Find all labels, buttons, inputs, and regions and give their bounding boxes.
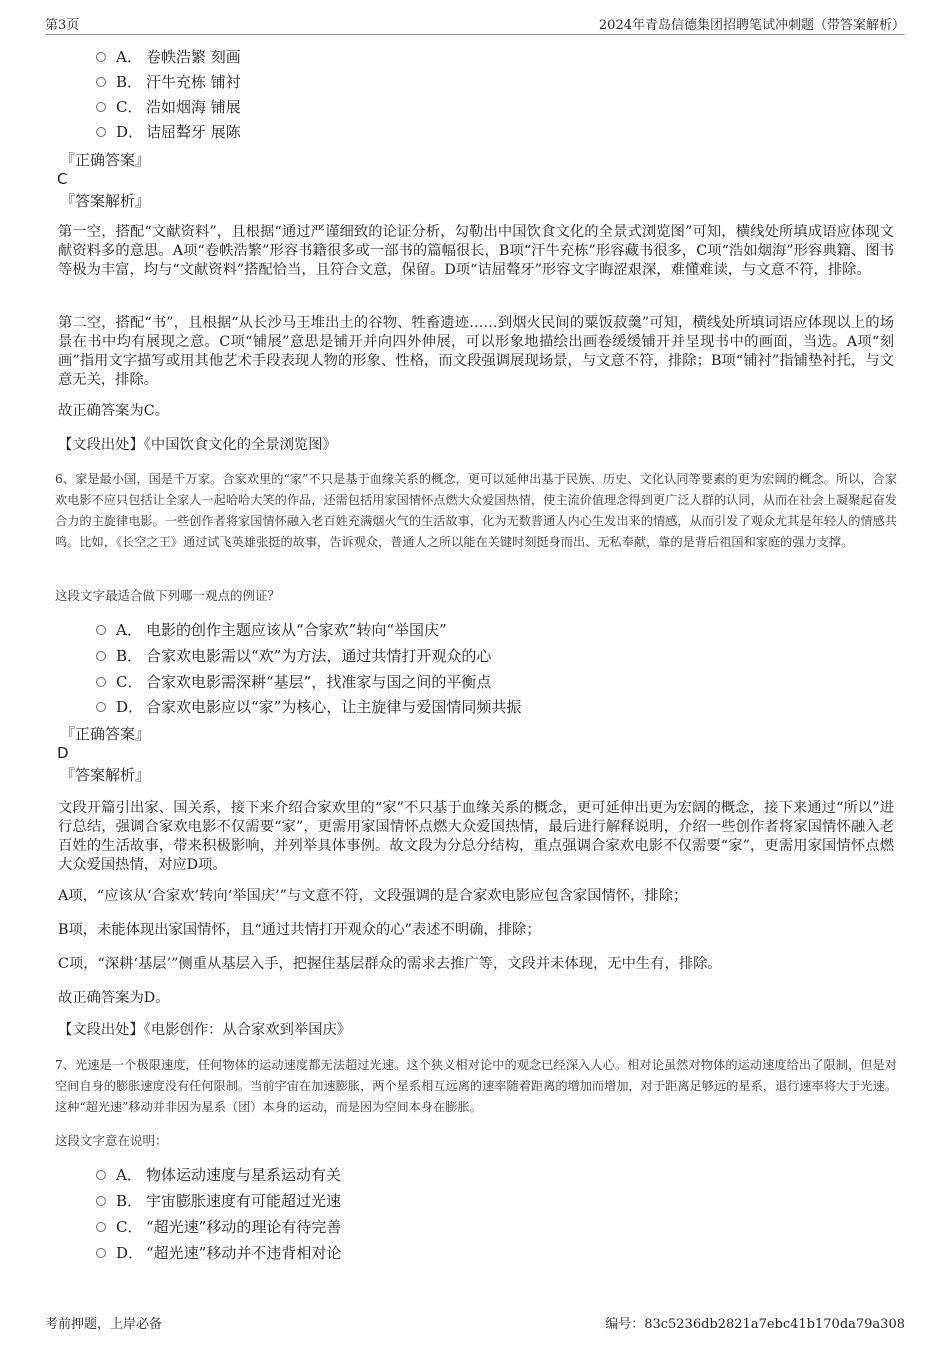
footer-slogan: 考前押题，上岸必备 (45, 1317, 163, 1332)
analysis-paragraph: B项，未能体现出家国情怀，且“通过共情打开观众的心”表述不明确，排除； (58, 922, 541, 938)
analysis-paragraph: C项，“深耕‘基层’”侧重从基层入手，把握住基层群众的需求去推广等，文段并未体现，无中生有，排除。 (58, 956, 722, 972)
source-citation: 【文段出处】《中国饮食文化的全景浏览图》 (58, 437, 337, 453)
analysis-paragraph: 第一空，搭配“文献资料”，且根据“通过严谨细致的论证分析，勾勒出中国饮食文化的全景式浏览图”可知，横线处所填成语应体现文献资料多的意思。A项“卷帙浩繁”形容书籍很多或一部书的篇幅很长，B项“汗牛充栋”形容藏书很多，C项“浩如烟海”形容典籍、图书等极为丰富，均与“文献资料”搭配恰当，且符合文意，保留。D项“诘屈聱牙”形容文字晦涩艰深，难懂难读，与文意不符，排除。 (58, 224, 894, 278)
answer-label: 『正确答案』 (60, 725, 151, 743)
page-number: 第3页 (45, 18, 80, 33)
radio-icon[interactable] (96, 1170, 106, 1180)
analysis-paragraph: A项，“应该从‘合家欢’转向‘举国庆’”与文意不符，文段强调的是合家欢电影应包含家国情怀，排除； (58, 888, 688, 904)
radio-icon[interactable] (96, 102, 106, 112)
radio-icon[interactable] (96, 625, 106, 635)
question-text: 6、家是最小国，国是千万家。合家欢里的“家”不只是基于血缘关系的概念，更可以延伸出基于民族、历史、文化认同等要素的更为宏阔的概念。所以，合家欢电影不应只包括让全家人一起哈哈大笑的作品，还需包括用家国情怀点燃大众爱国热情，使主流价值理念得到更广泛人群的认同，从而在社会上凝聚起奋发合力的主旋律电影。一些创作者将家国情怀融入老百姓充满烟火气的生活故事，化为无数普通人内心生发出来的情感，从而引发了观众尤其是年轻人的情感共鸣。比如，《长空之王》通过试飞英雄张挺的故事，告诉观众，普通人之所以能在关键时刻挺身而出、无私奉献，靠的是背后祖国和家庭的强力支撑。 (55, 472, 897, 549)
analysis-conclusion: 故正确答案为D。 (58, 990, 170, 1006)
radio-icon[interactable] (96, 651, 106, 661)
analysis-paragraph: 文段开篇引出家、国关系，接下来介绍合家欢里的“家”不只基于血缘关系的概念，更可延伸出更为宏阔的概念，接下来通过“所以”进行总结，强调合家欢电影不仅需要“家”，更需用家国情怀点燃大众爱国热情，最后进行解释说明，介绍一些创作者将家国情怀融入老百姓的生活故事，带来积极影响，并列举具体事例。故文段为分总分结构，重点强调合家欢电影不仅需要“家”，更需用家国情怀点燃大众爱国热情，对应D项。 (58, 800, 894, 873)
analysis-label: 『答案解析』 (60, 766, 151, 784)
question-prompt: 这段文字最适合做下列哪一观点的例证？ (55, 588, 281, 603)
source-citation: 【文段出处】《电影创作：从合家欢到举国庆》 (58, 1022, 352, 1038)
option-b[interactable]: B． 汗牛充栋 铺衬 (96, 71, 241, 93)
option-b[interactable]: B． 合家欢电影需以“欢”为方法，通过共情打开观众的心 (96, 645, 491, 667)
radio-icon[interactable] (96, 702, 106, 712)
analysis-conclusion: 故正确答案为C。 (58, 403, 170, 419)
radio-icon[interactable] (96, 1248, 106, 1258)
document-id: 编号：83c5236db2821a7ebc41b170da79a308 (605, 1317, 905, 1332)
radio-icon[interactable] (96, 1196, 106, 1206)
option-b[interactable]: B． 宇宙膨胀速度有可能超过光速 (96, 1190, 341, 1212)
question-prompt: 这段文字意在说明： (55, 1133, 168, 1148)
option-c[interactable]: C． “超光速”移动的理论有待完善 (96, 1216, 341, 1238)
radio-icon[interactable] (96, 127, 106, 137)
option-a[interactable]: A． 卷帙浩繁 刻画 (96, 46, 241, 68)
option-d[interactable]: D． 合家欢电影应以“家”为核心，让主旋律与爱国情同频共振 (96, 696, 521, 718)
option-a[interactable]: A． 电影的创作主题应该从“合家欢”转向“举国庆” (96, 619, 447, 641)
analysis-label: 『答案解析』 (60, 192, 151, 210)
radio-icon[interactable] (96, 52, 106, 62)
option-c[interactable]: C． 合家欢电影需深耕“基层”，找准家与国之间的平衡点 (96, 671, 491, 693)
radio-icon[interactable] (96, 77, 106, 87)
document-title: 2024年青岛信德集团招聘笔试冲刺题（带答案解析） (598, 18, 905, 33)
question-text: 7、光速是一个极限速度，任何物体的运动速度都无法超过光速。这个狭义相对论中的观念已经深入人心。相对论虽然对物体的运动速度给出了限制，但是对空间自身的膨胀速度没有任何限制。当前宇宙在加速膨胀，两个星系相互远离的速率随着距离的增加而增加，对于距离足够远的星系，退行速率将大于光速。这种“超光速”移动并非因为星系（团）本身的运动，而是因为空间本身在膨胀。 (55, 1058, 897, 1114)
option-d[interactable]: D． “超光速”移动并不违背相对论 (96, 1242, 341, 1264)
radio-icon[interactable] (96, 1222, 106, 1232)
answer-label: 『正确答案』 (60, 151, 151, 169)
page-header (45, 14, 905, 35)
answer-value: D (57, 744, 69, 762)
option-a[interactable]: A． 物体运动速度与星系运动有关 (96, 1164, 341, 1186)
radio-icon[interactable] (96, 677, 106, 687)
analysis-paragraph: 第二空，搭配“书”，且根据“从长沙马王堆出土的谷物、牲畜遗迹……到烟火民间的粟饭菽羹”可知，横线处所填词语应体现以上的场景在书中均有展现之意。C项“铺展”意思是铺开并向四外伸展，可以形象地描绘出画卷缓缓铺开并呈现书中的画面，当选。A项“刻画”指用文字描写或用其他艺术手段表现人物的形象、性格，而文段强调展现场景，与文意不符，排除；B项“铺衬”指铺垫衬托，与文意无关，排除。 (58, 315, 894, 388)
answer-value: C (57, 170, 68, 188)
option-c[interactable]: C． 浩如烟海 铺展 (96, 96, 241, 118)
option-d[interactable]: D． 诘屈聱牙 展陈 (96, 121, 241, 143)
